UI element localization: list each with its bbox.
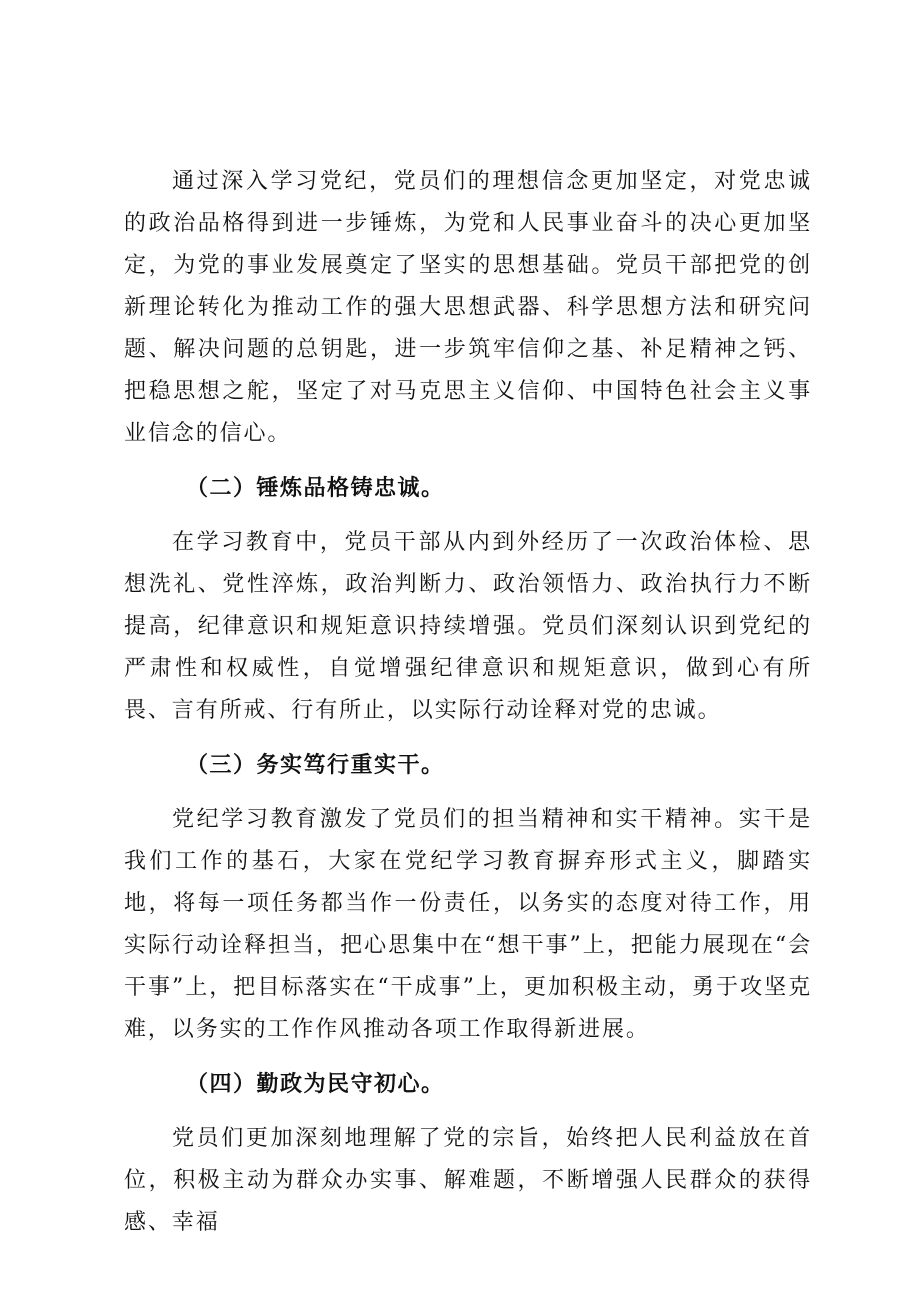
document-body xyxy=(124,161,812,1244)
body-paragraph: 党员们更加深刻地理解了党的宗旨，始终把人民利益放在首位，积极主动为群众办实事、解难题，不断增强人民群众的获得感、幸福 xyxy=(124,1126,812,1235)
body-paragraph: 通过深入学习党纪，党员们的理想信念更加坚定，对党忠诚的政治品格得到进一步锤炼，为党和人民事业奋斗的决心更加坚定，为党的事业发展奠定了坚实的思想基础。党员干部把党的创新理论转化为推动工作的强大思想武器、科学思想方法和研究问题、解决问题的总钥匙，进一步筑牢信仰之基、补足精神之钙、把稳思想之舵，坚定了对马克思主义信仰、中国特色社会主义事业信念的信心。 xyxy=(124,169,812,446)
section-heading: （四）勤政为民守初心。 xyxy=(186,1071,445,1097)
body-paragraph: 在学习教育中，党员干部从内到外经历了一次政治体检、思想洗礼、党性淬炼，政治判断力、政治领悟力、政治执行力不断提高，纪律意识和规矩意识持续增强。党员们深刻认识到党纪的严肃性和权威性，自觉增强纪律意识和规矩意识，做到心有所畏、言有所戒、行有所止，以实际行动诠释对党的忠诚。 xyxy=(124,530,812,723)
section-heading: （三）务实笃行重实干。 xyxy=(186,752,445,778)
section-heading: （二）锤炼品格铸忠诚。 xyxy=(186,475,445,501)
body-paragraph: 党纪学习教育激发了党员们的担当精神和实干精神。实干是我们工作的基石，大家在党纪学习教育摒弃形式主义，脚踏实地，将每一项任务都当作一份责任，以务实的态度对待工作，用实际行动诠释担当，把心思集中在“想干事”上，把能力展现在“会干事”上，把目标落实在“干成事”上，更加积极主动，勇于攻坚克难，以务实的工作作风推动各项工作取得新进展。 xyxy=(124,807,812,1042)
